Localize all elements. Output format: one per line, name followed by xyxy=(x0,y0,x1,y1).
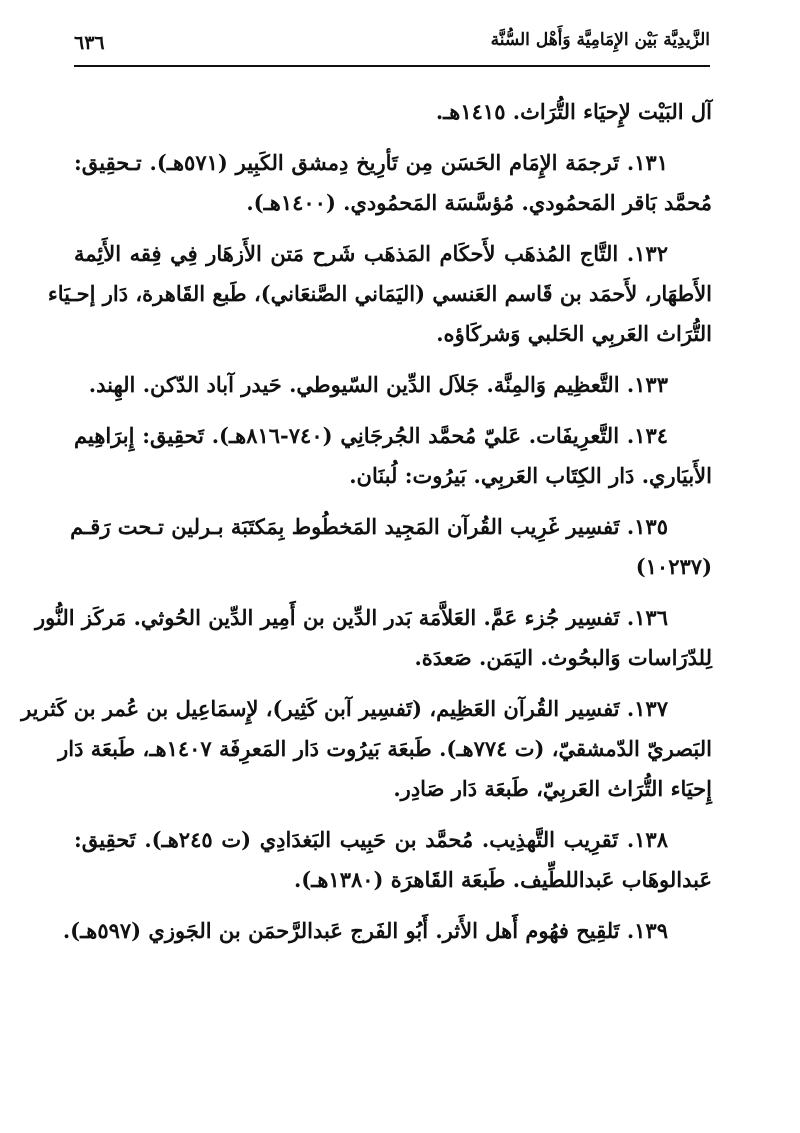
bibliography-line: الأَطهَار، لأَحمَد بن قَاسم العَنسي (اليَمَاني الصَّنعَاني)، طَبع القَاهرة، دَار إحـيَاء xyxy=(47,281,712,306)
running-header xyxy=(74,30,710,66)
page-number: ٦٣٦ xyxy=(74,32,105,54)
bibliography-line: ١٣١. تَرجمَة الإِمَام الحَسَن مِن تَأرِيخ دِمشق الكَبِير (٥٧١هـ). تـحقِيق: xyxy=(74,150,668,175)
bibliography-line: عَبدالوهَاب عَبداللطِّيف. طَبعَة القَاهرَة (١٣٨٠هـ). xyxy=(293,867,712,892)
bibliography-line: ١٣٢. التَّاج المُذهَب لأَحكَام المَذهَب شَرح مَتن الأَزهَار فِي فِقه الأَئِمة xyxy=(74,241,668,266)
bibliography-line: ١٣٣. التَّعظِيم وَالمِنَّة. جَلاَل الدِّين السّيوطي. حَيدر آباد الدّكن. الهِند. xyxy=(88,372,668,397)
bibliography-line: ١٣٦. تَفسِير جُزء عَمَّ. العَلاَّمَة بَدر الدِّين بن أَمِير الدِّين الحُوثي. مَركَز النُّور xyxy=(35,605,668,630)
bibliography-line: (١٠٢٣٧) xyxy=(635,554,712,579)
bibliography-line: ١٣٤. التَّعرِيفَات. عَليّ مُحمَّد الجُرجَانِي (٧٤٠-٨١٦هـ). تَحقِيق: إِبرَاهِيم xyxy=(74,423,669,448)
header-title: الزَّيدِيَّة بَيْن الإِمَامِيَّة وَأَهْل السُّنَّة xyxy=(490,30,710,50)
bibliography-line: إِحيَاء التُّرَاث العَربِيّ، طَبعَة دَار صَادِر. xyxy=(393,776,712,801)
bibliography-line: لِلدّرَاسات وَالبحُوث. اليَمَن. صَعدَة. xyxy=(414,645,712,670)
bibliography-line: التُّرَاث العَربِي الحَلبي وَشركَاؤه. xyxy=(436,321,712,346)
bibliography-line: الأَبيَاري. دَار الكِتَاب العَربِي. بَيرُوت: لُبنَان. xyxy=(349,463,712,488)
bibliography-line: ١٣٩. تَلقِيح فهُوم أَهل الأَثر. أَبُو الفَرج عَبدالرَّحمَن بن الجَوزي (٥٩٧هـ). xyxy=(62,918,668,943)
bibliography-line: ١٣٥. تَفسِير غَرِيب القُرآن المَجِيد المَخطُوط بِمَكتَبَة بـرلين تـحت رَقـم xyxy=(70,514,668,539)
bibliography-line: ١٣٧. تَفسِير القُرآن العَظِيم، (تَفسِير آبن كَثِير)، لإِسمَاعِيل بن عُمر بن كَثرير xyxy=(21,696,668,721)
bibliography-line: آل البَيْت لإِحيَاء التُّرَاث. ١٤١٥هـ. xyxy=(435,99,712,124)
header-rule xyxy=(74,65,710,67)
bibliography-line: البَصريّ الدّمشقيّ، (ت ٧٧٤هـ). طَبعَة بَيرُوت دَار المَعرِفَة ١٤٠٧هـ، طَبعَة دَار xyxy=(58,736,712,761)
bibliography-line: مُحمَّد بَاقر المَحمُودي. مُؤسَّسَة المَحمُودي. (١٤٠٠هـ). xyxy=(246,190,712,215)
bibliography-list xyxy=(21,92,712,951)
bibliography-line: ١٣٨. تَقرِيب التَّهذِيب. مُحمَّد بن حَبِيب البَغدَادِي (ت ٢٤٥هـ). تَحقِيق: xyxy=(74,827,668,852)
